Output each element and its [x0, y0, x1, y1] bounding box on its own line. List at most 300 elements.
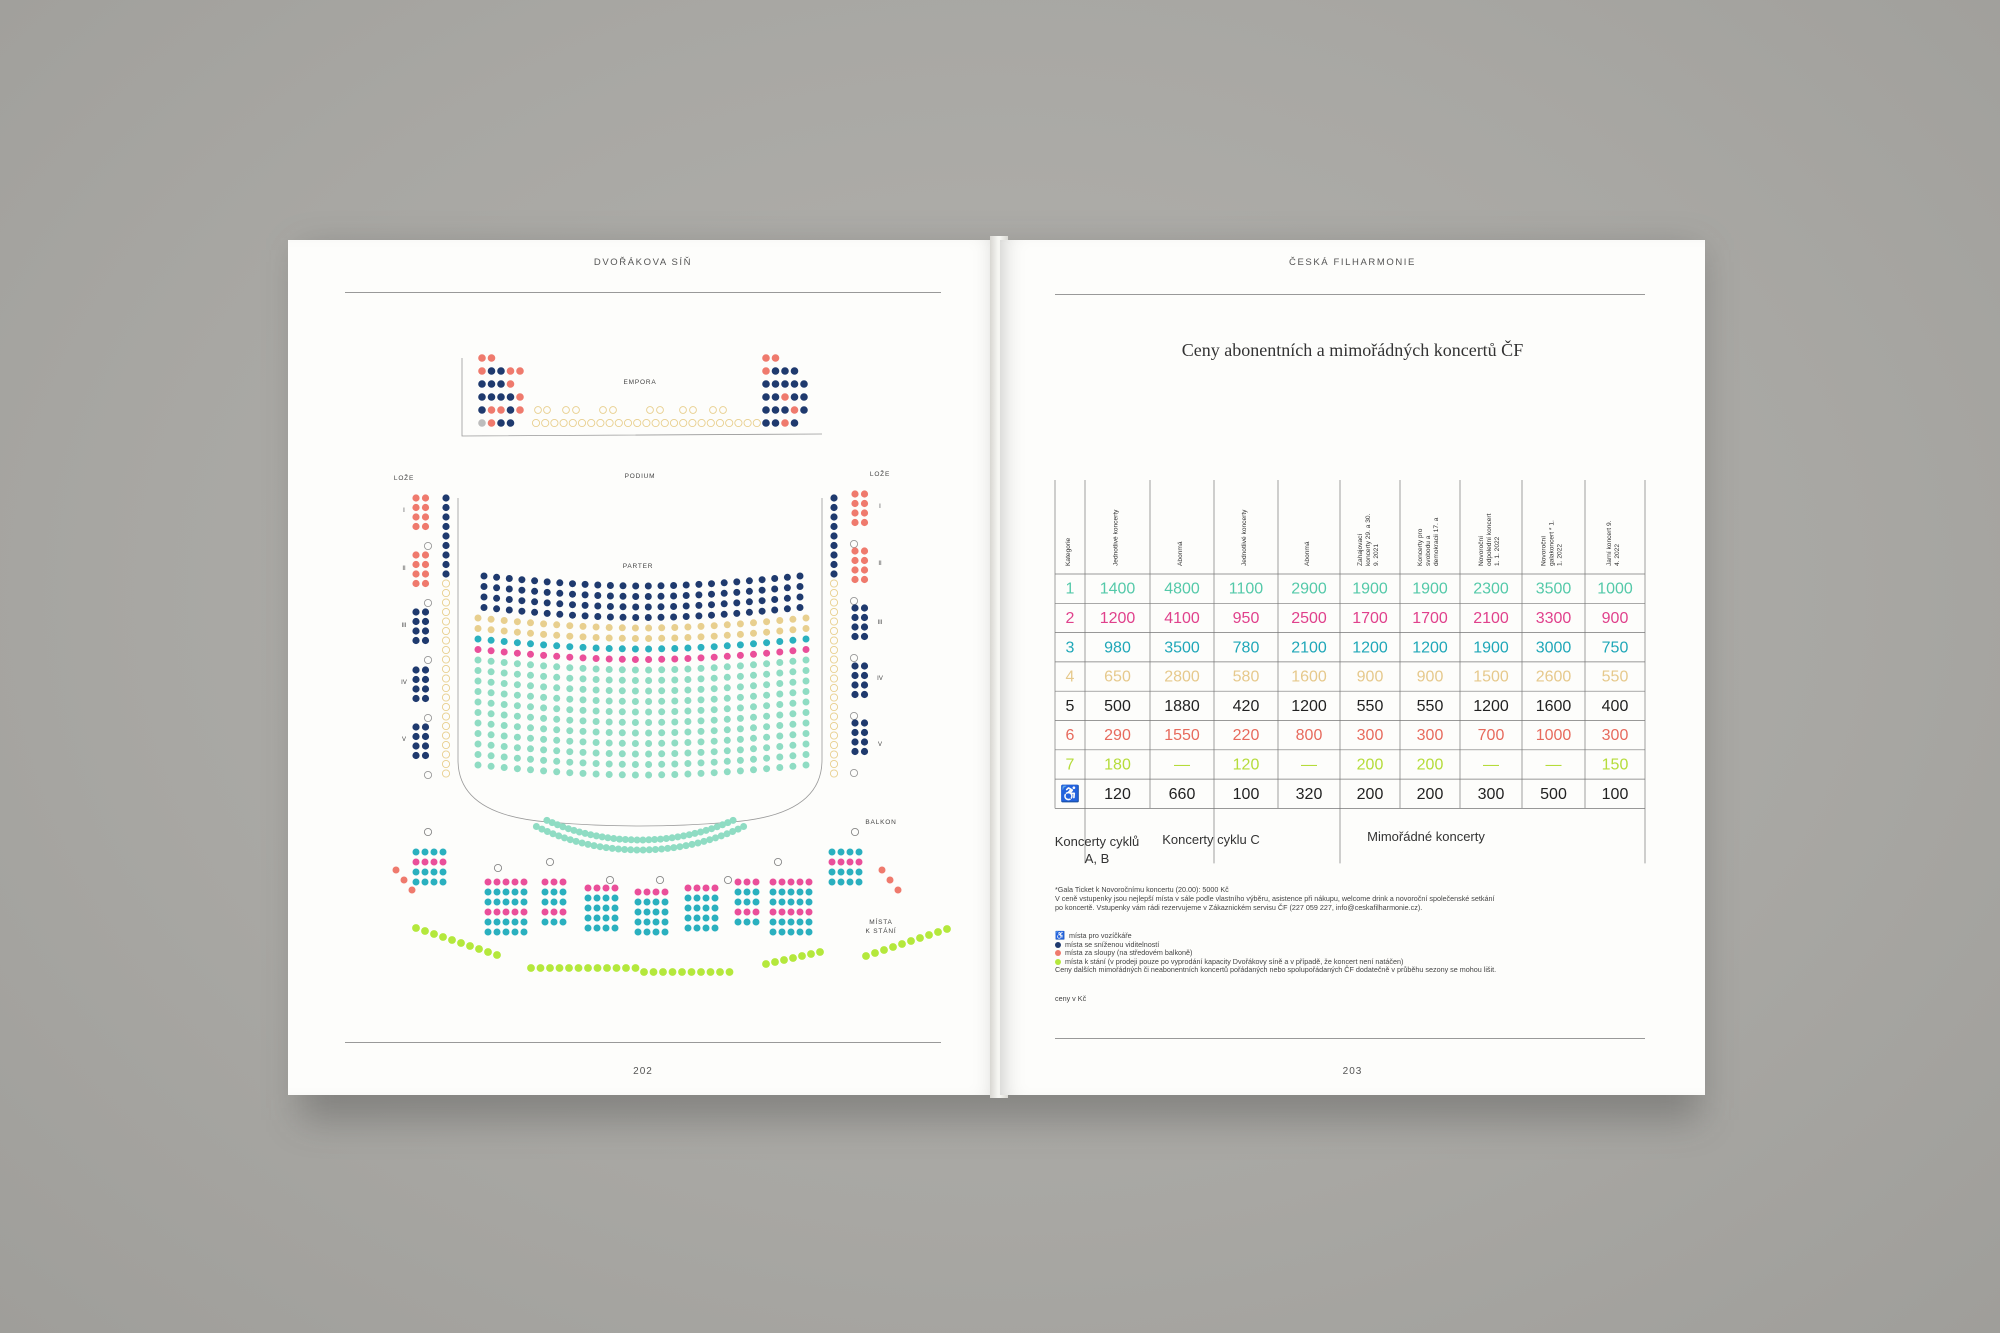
- seat-dot: [422, 752, 429, 759]
- seat-dot: [593, 634, 600, 641]
- seat-dot: [753, 889, 760, 896]
- seat-dot: [689, 841, 696, 848]
- seat-dot: [553, 726, 560, 733]
- seat-dot: [501, 733, 508, 740]
- seat-dot: [829, 859, 836, 866]
- seat-dot: [521, 879, 528, 886]
- seat-dot: [744, 899, 751, 906]
- seat-dot: [531, 598, 538, 605]
- seat-dot: [770, 879, 777, 886]
- seat-dot: [412, 618, 419, 625]
- seat-dot: [527, 735, 534, 742]
- seat-dot: [806, 929, 813, 936]
- seat-dot: [744, 879, 751, 886]
- group-label-ab-line2: A, B: [1084, 851, 1110, 866]
- seat-dot: [621, 846, 628, 853]
- seat-dot: [744, 419, 751, 426]
- seat-dot: [861, 662, 868, 669]
- seat-dot: [724, 876, 731, 883]
- seat-dot: [612, 905, 619, 912]
- seat-dot: [542, 419, 549, 426]
- seat-dot: [698, 686, 705, 693]
- seat-dot: [688, 968, 696, 976]
- legend: [1055, 932, 1496, 975]
- table-cell: 2300: [1473, 580, 1509, 598]
- seat-dot: [440, 879, 447, 886]
- seat-dot: [711, 622, 718, 629]
- seat-dot: [830, 713, 837, 720]
- seat-dot: [662, 899, 669, 906]
- seat-dot: [501, 680, 508, 687]
- seat-dot: [830, 646, 837, 653]
- seat-dots: [393, 354, 951, 976]
- seat-dot: [658, 719, 665, 726]
- seat-dot: [776, 754, 783, 761]
- seat-dot: [698, 696, 705, 703]
- seat-dot: [889, 943, 897, 951]
- seat-dot: [779, 919, 786, 926]
- seat-dot: [861, 557, 868, 564]
- seat-dot: [662, 889, 669, 896]
- seat-dot: [770, 929, 777, 936]
- table-cell: 2900: [1291, 580, 1327, 598]
- seat-dot: [776, 712, 783, 719]
- seat-dot: [442, 542, 449, 549]
- seat-dot: [553, 705, 560, 712]
- seat-dot: [494, 909, 501, 916]
- seat-dot: [527, 651, 534, 658]
- seat-dot: [594, 925, 601, 932]
- table-header: galakoncert * 1.: [1548, 520, 1556, 566]
- seat-dot: [851, 729, 858, 736]
- seat-dot: [527, 703, 534, 710]
- seat-dot: [772, 354, 780, 362]
- seat-dot: [712, 895, 719, 902]
- seat-dot: [632, 688, 639, 695]
- seat-dot: [488, 637, 495, 644]
- seat-dot: [724, 705, 731, 712]
- seat-dot: [514, 671, 521, 678]
- seat-dot: [442, 656, 449, 663]
- seat-dot: [685, 905, 692, 912]
- seat-dot: [501, 659, 508, 666]
- seat-dot: [580, 707, 587, 714]
- seat-dot: [762, 380, 770, 388]
- seat-dot: [556, 600, 563, 607]
- seat-dot: [431, 849, 438, 856]
- seat-dot: [593, 771, 600, 778]
- seat-dot: [862, 952, 870, 960]
- seat-dot: [737, 683, 744, 690]
- seat-dot: [412, 523, 419, 530]
- seat-dot: [553, 695, 560, 702]
- seat-dot: [478, 354, 486, 362]
- seat-dot: [829, 849, 836, 856]
- seat-dot: [412, 637, 419, 644]
- table-cell: 2100: [1291, 639, 1327, 657]
- seat-dot: [527, 630, 534, 637]
- seat-dot: [733, 578, 740, 585]
- seat-dot: [478, 393, 486, 401]
- seat-dot: [553, 653, 560, 660]
- seat-dot: [493, 584, 500, 591]
- seat-dot: [645, 677, 652, 684]
- table-cell: 550: [1356, 697, 1384, 715]
- seat-dot: [497, 419, 505, 427]
- seat-dot: [721, 611, 728, 618]
- seat-dot: [830, 513, 837, 520]
- seat-dot: [733, 610, 740, 617]
- seat-dot: [657, 407, 664, 414]
- seat-dot: [671, 698, 678, 705]
- seat-dot: [540, 715, 547, 722]
- seat-dot: [540, 652, 547, 659]
- seat-dot: [412, 685, 419, 692]
- seat-dot: [607, 582, 614, 589]
- seat-dot: [763, 618, 770, 625]
- seat-dot: [759, 576, 766, 583]
- seat-dot: [772, 393, 780, 401]
- seat-dot: [737, 757, 744, 764]
- seat-dot: [580, 717, 587, 724]
- seat-dot: [527, 661, 534, 668]
- seat-dot: [750, 756, 757, 763]
- seat-dot: [658, 761, 665, 768]
- seat-dot: [566, 622, 573, 629]
- seat-dot: [442, 608, 449, 615]
- seat-dot: [759, 587, 766, 594]
- seat-dot: [803, 667, 810, 674]
- seat-dot: [763, 702, 770, 709]
- seat-dot: [553, 632, 560, 639]
- seat-dot: [494, 864, 501, 871]
- seat-dot: [412, 608, 419, 615]
- seat-dot: [619, 729, 626, 736]
- seat-dot: [803, 730, 810, 737]
- box-numeral-left: III: [401, 623, 407, 629]
- seat-dot: [485, 879, 492, 886]
- seat-dot: [925, 931, 933, 939]
- seat-dot: [442, 646, 449, 653]
- seat-dot: [412, 695, 419, 702]
- seat-dot: [711, 717, 718, 724]
- seat-dot: [527, 756, 534, 763]
- seat-dot: [776, 617, 783, 624]
- seat-dot: [540, 694, 547, 701]
- seat-dot: [551, 919, 558, 926]
- seat-dot: [527, 766, 534, 773]
- seat-dot: [579, 840, 586, 847]
- seat-dot: [658, 645, 665, 652]
- table-cell: 950: [1232, 609, 1260, 627]
- seat-dot: [684, 750, 691, 757]
- seat-dot: [569, 601, 576, 608]
- seat-dot: [762, 393, 770, 401]
- seat-dot: [503, 899, 510, 906]
- seat-dot: [721, 590, 728, 597]
- seat-dot: [544, 578, 551, 585]
- seat-dot: [838, 849, 845, 856]
- label-loze-left: LOŽE: [393, 475, 415, 482]
- seat-dot: [781, 406, 789, 414]
- seat-dot: [488, 393, 496, 401]
- seat-dot: [737, 746, 744, 753]
- seat-dot: [632, 646, 639, 653]
- seat-dot: [851, 604, 858, 611]
- table-cell: 2100: [1473, 609, 1509, 627]
- seat-dot: [619, 635, 626, 642]
- seat-dot: [514, 713, 521, 720]
- seat-dot: [737, 620, 744, 627]
- seat-dot: [684, 666, 691, 673]
- seat-dot: [506, 596, 513, 603]
- seat-dot: [763, 734, 770, 741]
- table-cell: 1200: [1099, 609, 1136, 627]
- seat-dot: [478, 380, 486, 388]
- seat-dot: [606, 624, 613, 631]
- seat-dot: [683, 592, 690, 599]
- seat-dot: [497, 393, 505, 401]
- seat-dot: [712, 915, 719, 922]
- table-cells: [1060, 581, 1633, 803]
- seat-dot: [632, 667, 639, 674]
- legend-text: místa se sníženou viditelností: [1065, 939, 1160, 949]
- seat-dot: [791, 406, 799, 414]
- seat-dot: [501, 712, 508, 719]
- seat-dot: [635, 929, 642, 936]
- seat-dot: [593, 687, 600, 694]
- seat-dot: [776, 638, 783, 645]
- seat-dot: [622, 964, 630, 972]
- seat-dot: [556, 590, 563, 597]
- table-cell: 3500: [1164, 639, 1200, 657]
- seat-dot: [593, 655, 600, 662]
- seat-dot: [685, 915, 692, 922]
- seat-dot: [744, 919, 751, 926]
- seat-dot: [542, 889, 549, 896]
- seat-dot: [501, 701, 508, 708]
- seat-dot: [851, 557, 858, 564]
- seat-dot: [653, 889, 660, 896]
- seat-dot: [603, 885, 610, 892]
- seat-dot: [544, 610, 551, 617]
- seat-dot: [582, 591, 589, 598]
- table-cell: 1900: [1412, 580, 1448, 598]
- seat-dot: [658, 677, 665, 684]
- seat-dot: [422, 580, 429, 587]
- label-parter: PARTER: [622, 563, 654, 570]
- seat-dot: [412, 733, 419, 740]
- seat-dot: [551, 419, 558, 426]
- seat-dot: [678, 968, 686, 976]
- seat-dot: [575, 964, 583, 972]
- seat-dot: [851, 719, 858, 726]
- seat-dot: [656, 876, 663, 883]
- seat-dot: [620, 582, 627, 589]
- seat-dot: [645, 646, 652, 653]
- seat-dot: [806, 909, 813, 916]
- seat-dot: [597, 843, 604, 850]
- seat-dot: [797, 929, 804, 936]
- seat-dot: [779, 879, 786, 886]
- seat-dot: [684, 624, 691, 631]
- box-numeral-left: I: [403, 508, 405, 514]
- seat-dot: [750, 640, 757, 647]
- seat-dot: [733, 599, 740, 606]
- seat-dot: [653, 919, 660, 926]
- lime-dot-icon: [1055, 959, 1061, 965]
- seat-dot: [861, 614, 868, 621]
- seat-dot: [645, 740, 652, 747]
- seat-dot: [412, 676, 419, 683]
- seat-dot: [501, 670, 508, 677]
- seat-dot: [861, 691, 868, 698]
- seat-dot: [737, 641, 744, 648]
- seat-dot: [789, 626, 796, 633]
- legend-item: [1055, 966, 1496, 975]
- seat-dot: [521, 909, 528, 916]
- table-header: demokracii 17. a: [1433, 517, 1440, 566]
- seat-dot: [763, 723, 770, 730]
- table-cell: 500: [1540, 785, 1567, 803]
- seat-dot: [488, 742, 495, 749]
- seat-dot: [645, 604, 652, 611]
- seat-dot: [830, 760, 837, 767]
- seat-dot: [711, 738, 718, 745]
- table-cell: 2600: [1535, 668, 1572, 686]
- seat-dot: [685, 885, 692, 892]
- seat-dot: [771, 586, 778, 593]
- seat-dot: [763, 660, 770, 667]
- seat-dot: [422, 695, 429, 702]
- seat-dot: [762, 367, 770, 375]
- seat-dot: [442, 599, 449, 606]
- seat-dot: [707, 968, 715, 976]
- seat-dot: [503, 909, 510, 916]
- seat-dot: [671, 624, 678, 631]
- seat-dot: [711, 759, 718, 766]
- seat-dot: [488, 406, 496, 414]
- seat-dot: [726, 968, 734, 976]
- seat-dot: [851, 576, 858, 583]
- table-cell: 300: [1416, 727, 1444, 745]
- seat-dot: [847, 879, 854, 886]
- seat-dot: [803, 720, 810, 727]
- seat-dot: [644, 929, 651, 936]
- seat-dot: [645, 593, 652, 600]
- seat-dot: [485, 929, 492, 936]
- seat-dot: [770, 889, 777, 896]
- seat-dot: [551, 909, 558, 916]
- seat-dot: [442, 694, 449, 701]
- seat-dot: [412, 513, 419, 520]
- seat-dot: [772, 419, 780, 427]
- seat-dot: [707, 419, 714, 426]
- seat-dot: [442, 703, 449, 710]
- seat-dot: [422, 849, 429, 856]
- seat-dot: [475, 667, 482, 674]
- seat-dot: [594, 915, 601, 922]
- seat-dot: [485, 909, 492, 916]
- seat-dot: [481, 573, 488, 580]
- seat-dot: [759, 608, 766, 615]
- table-cell: 4800: [1164, 580, 1200, 598]
- seat-dot: [475, 709, 482, 716]
- seat-dot: [898, 940, 906, 948]
- seat-dot: [494, 899, 501, 906]
- seat-dot: [580, 654, 587, 661]
- seat-dot: [711, 727, 718, 734]
- table-header: Novoroční: [1540, 535, 1548, 566]
- table-cell: 650: [1104, 668, 1131, 686]
- table-cell: 1200: [1291, 697, 1327, 715]
- seat-dot: [803, 741, 810, 748]
- seat-dot: [724, 716, 731, 723]
- seat-dot: [698, 665, 705, 672]
- box-numeral-left: IV: [401, 680, 407, 686]
- seat-dot: [507, 406, 515, 414]
- left-page: [288, 240, 998, 1095]
- seat-dot: [512, 929, 519, 936]
- seat-dot: [540, 746, 547, 753]
- table-header: Koncerty pro: [1417, 528, 1424, 566]
- seat-dot: [540, 673, 547, 680]
- seat-dot: [412, 561, 419, 568]
- seat-dot: [830, 532, 837, 539]
- seat-dot: [553, 716, 560, 723]
- seat-dot: [698, 644, 705, 651]
- seat-dot: [412, 723, 419, 730]
- seat-dot: [694, 895, 701, 902]
- seat-dot: [762, 406, 770, 414]
- seat-dot: [698, 728, 705, 735]
- seat-dot: [861, 566, 868, 573]
- seat-dot: [518, 608, 525, 615]
- seat-dot: [521, 929, 528, 936]
- legend-text: místa pro vozíčkáře: [1068, 931, 1132, 940]
- seat-dot: [569, 580, 576, 587]
- seat-dot: [493, 605, 500, 612]
- seat-dot: [540, 620, 547, 627]
- seat-dot: [553, 663, 560, 670]
- seat-dot: [850, 597, 857, 604]
- seat-dot: [763, 744, 770, 751]
- seat-dot: [424, 542, 431, 549]
- seat-dot: [478, 406, 486, 414]
- seat-dot: [560, 419, 567, 426]
- seat-dot: [746, 577, 753, 584]
- seat-dot: [803, 625, 810, 632]
- seat-dot: [789, 710, 796, 717]
- seat-dot: [409, 887, 416, 894]
- seat-dot: [542, 919, 549, 926]
- seat-dot: [711, 664, 718, 671]
- seat-dot: [422, 551, 429, 558]
- seat-dot: [540, 757, 547, 764]
- seat-dot: [750, 724, 757, 731]
- seat-dot: [442, 523, 449, 530]
- seat-dot: [737, 652, 744, 659]
- seat-dot: [527, 640, 534, 647]
- seat-dot: [847, 859, 854, 866]
- seat-dot: [540, 725, 547, 732]
- seat-dot: [542, 899, 549, 906]
- seat-dot: [481, 594, 488, 601]
- seat-dot: [698, 419, 705, 426]
- table-cell: 500: [1104, 697, 1131, 715]
- seat-dot: [716, 419, 723, 426]
- seat-dot: [412, 666, 419, 673]
